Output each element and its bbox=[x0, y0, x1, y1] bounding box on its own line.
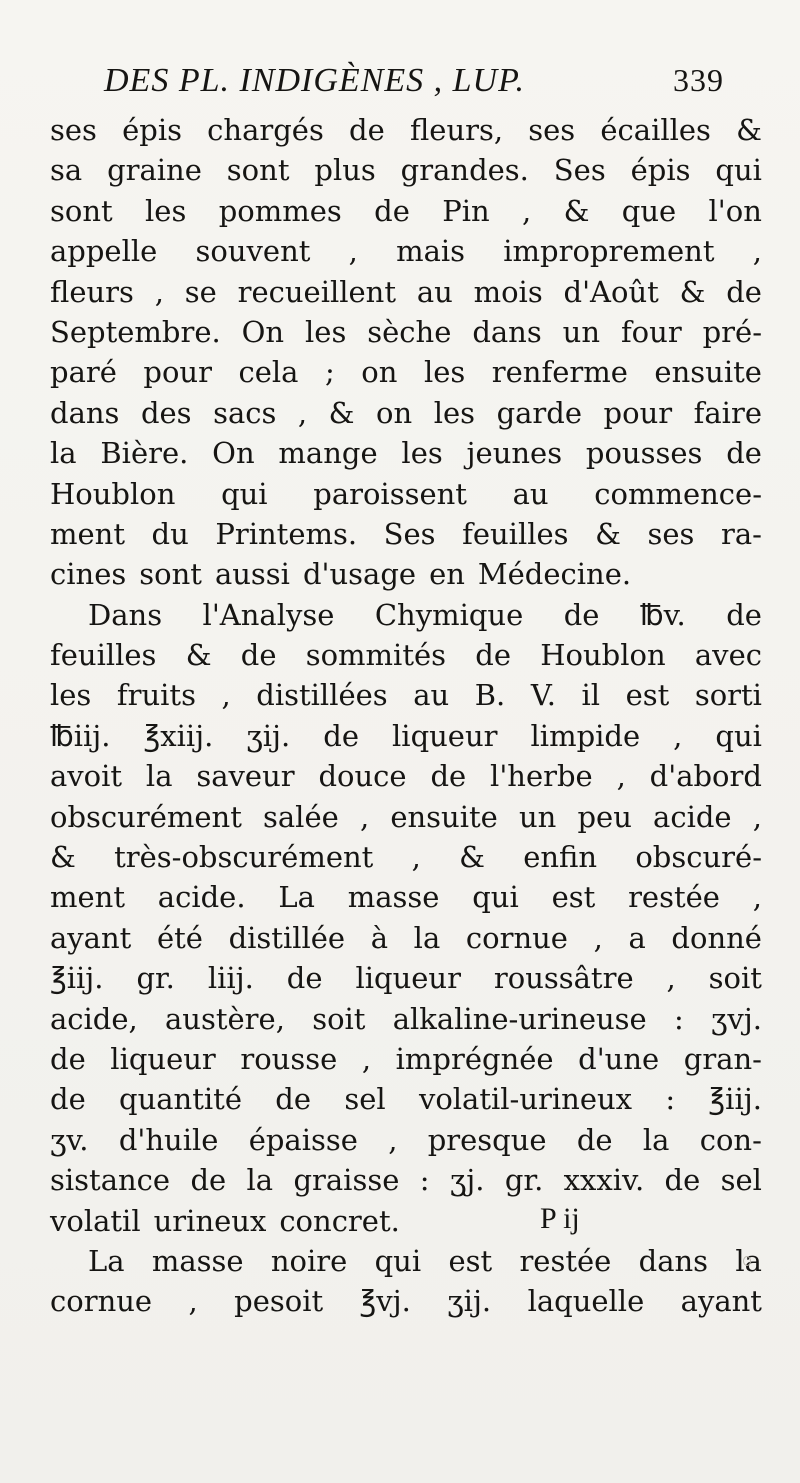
text-line: ayant été distillée à la cornue , a donné bbox=[50, 920, 762, 955]
body-text bbox=[50, 110, 762, 1322]
signature-mark: P ij bbox=[540, 1202, 580, 1235]
text-line: la Bière. On mange les jeunes pousses de bbox=[50, 436, 762, 471]
text-line: sistance de la graisse : ʒj. gr. xxxiv. de sel bbox=[50, 1163, 762, 1198]
text-line: sont les pommes de Pin , & que l'on bbox=[50, 193, 762, 228]
text-line: & très-obscurément , & enfin obscuré- bbox=[50, 840, 762, 875]
text-line: La masse noire qui est restée dans la bbox=[88, 1243, 762, 1278]
text-line: cornue , pesoit ℥vj. ʒij. laquelle ayant bbox=[50, 1284, 762, 1319]
text-line: fleurs , se recueillent au mois d'Août & de bbox=[50, 274, 762, 309]
text-line: paré pour cela ; on les renferme ensuite bbox=[50, 355, 762, 390]
text-line: Septembre. On les sèche dans un four pré- bbox=[50, 314, 762, 349]
text-line: ment acide. La masse qui est restée , bbox=[50, 880, 762, 915]
text-line: de quantité de sel volatil-urineux : ℥iij. bbox=[50, 1082, 762, 1117]
text-line: ʒv. d'huile épaisse , presque de la con- bbox=[50, 1122, 762, 1157]
text-line: volatil urineux concret. bbox=[50, 1203, 400, 1238]
page-number: 339 bbox=[673, 62, 724, 98]
text-line: cines sont aussi d'usage en Médecine. bbox=[50, 557, 632, 592]
paper-speck bbox=[743, 1256, 751, 1266]
running-title: DES PL. INDIGÈNES , LUP. bbox=[104, 62, 525, 99]
text-line: avoit la saveur douce de l'herbe , d'abord bbox=[50, 759, 762, 794]
text-line: ℥iij. gr. liij. de liqueur roussâtre , soit bbox=[50, 961, 762, 996]
text-line: les fruits , distillées au B. V. il est sorti bbox=[50, 678, 762, 713]
text-line: appelle souvent , mais improprement , bbox=[50, 234, 762, 269]
text-line: sa graine sont plus grandes. Ses épis qui bbox=[50, 153, 762, 188]
text-line: acide, austère, soit alkaline-urineuse : ʒvj. bbox=[50, 1001, 762, 1036]
text-line: feuilles & de sommités de Houblon avec bbox=[50, 638, 762, 673]
text-line: obscurément salée , ensuite un peu acide , bbox=[50, 799, 762, 834]
text-line: dans des sacs , & on les garde pour faire bbox=[50, 395, 762, 430]
text-line: Houblon qui paroissent au commence- bbox=[50, 476, 762, 511]
text-line: Dans l'Analyse Chymique de ℔v. de bbox=[88, 597, 762, 632]
text-line: ℔iij. ℥xiij. ʒij. de liqueur limpide , qui bbox=[50, 718, 762, 753]
text-line: ses épis chargés de fleurs, ses écailles & bbox=[50, 113, 762, 147]
text-line: ment du Printems. Ses feuilles & ses ra- bbox=[50, 516, 762, 551]
running-header bbox=[60, 62, 760, 112]
text-line: de liqueur rousse , imprégnée d'une gran- bbox=[50, 1041, 762, 1076]
